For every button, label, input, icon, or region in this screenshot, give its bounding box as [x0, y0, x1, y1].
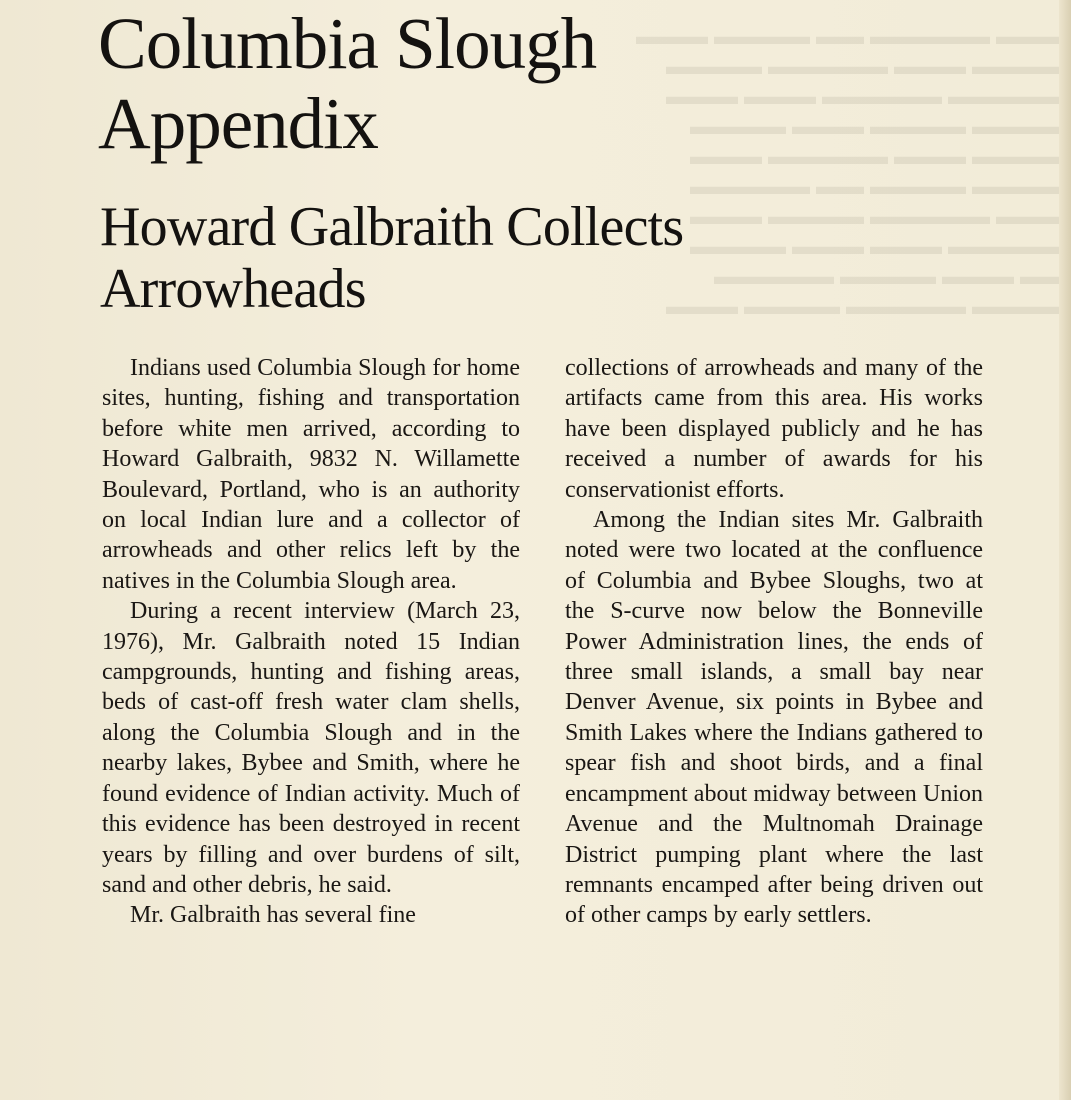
title-line-2: Appendix: [98, 83, 378, 164]
headline-line-2: Arrowheads: [100, 258, 366, 320]
paragraph: collections of arrowheads and many of the artifacts came from this area. His works have been displayed publicly and he has received a number of awards for his conservationist efforts.: [565, 355, 983, 503]
article-column-left: [102, 353, 520, 931]
article-column-right: [565, 353, 983, 931]
headline-line-1: Howard Galbraith Collects: [100, 196, 684, 258]
page-title: [98, 4, 596, 164]
paragraph: Mr. Galbraith has several fine: [130, 902, 416, 929]
paragraph: During a recent interview (March 23, 1976), Mr. Galbraith noted 15 Indian campgrounds, hunting and fishing areas, beds of cast-off fresh water clam shells, along the Columbia Slough and in the nearby lakes, Bybee and Smith, where he found evidence of Indian activity. Much of this evidence has been destroyed in recent years by filling and over burdens of silt, sand and other debris, he said.: [102, 598, 520, 898]
page-edge: [1059, 0, 1071, 1100]
paragraph: Among the Indian sites Mr. Galbraith noted were two located at the confluence of Columbia and Bybee Sloughs, two at the S-curve now below the Bonneville Power Administration lines, the ends of three small islands, a small bay near Denver Avenue, six points in Bybee and Smith Lakes where the Indians gathered to spear fish and shoot birds, and a final encampment about midway between Union Avenue and the Multnomah Drainage District pumping plant where the last remnants encamped after being driven out of other camps by early settlers.: [565, 507, 983, 929]
article-headline: [100, 196, 683, 320]
title-line-1: Columbia Slough: [98, 3, 597, 84]
paragraph: Indians used Columbia Slough for home sites, hunting, fishing and transportation before white men arrived, according to Howard Galbraith, 9832 N. Willamette Boulevard, Portland, who is an authority on local Indian lure and a collector of arrowheads and other relics left by the natives in the Columbia Slough area.: [102, 355, 520, 594]
bleed-through-texture: ▬▬▬ ▬▬▬▬ ▬▬ ▬▬▬▬▬ ▬▬▬ ▬▬▬▬ ▬▬▬▬▬ ▬▬▬ ▬▬▬▬ ▬▬▬ ▬▬▬ ▬▬▬▬▬ ▬▬▬▬▬ ▬▬▬▬ ▬▬▬ ▬▬▬▬ ▬▬▬▬ ▬▬▬ ▬▬▬▬▬ ▬▬▬ ▬▬▬▬ ▬▬▬▬▬ ▬▬ ▬▬▬▬ ▬▬▬▬ ▬▬▬ ▬▬▬▬ ▬▬▬▬▬ ▬▬▬ ▬▬▬▬ ▬▬▬ ▬▬▬ ▬▬▬▬▬ ▬▬▬▬▬ ▬▬▬▬ ▬▬▬ ▬▬ ▬▬▬ ▬▬▬▬ ▬▬▬▬▬ ▬▬▬▬: [636, 24, 1068, 320]
